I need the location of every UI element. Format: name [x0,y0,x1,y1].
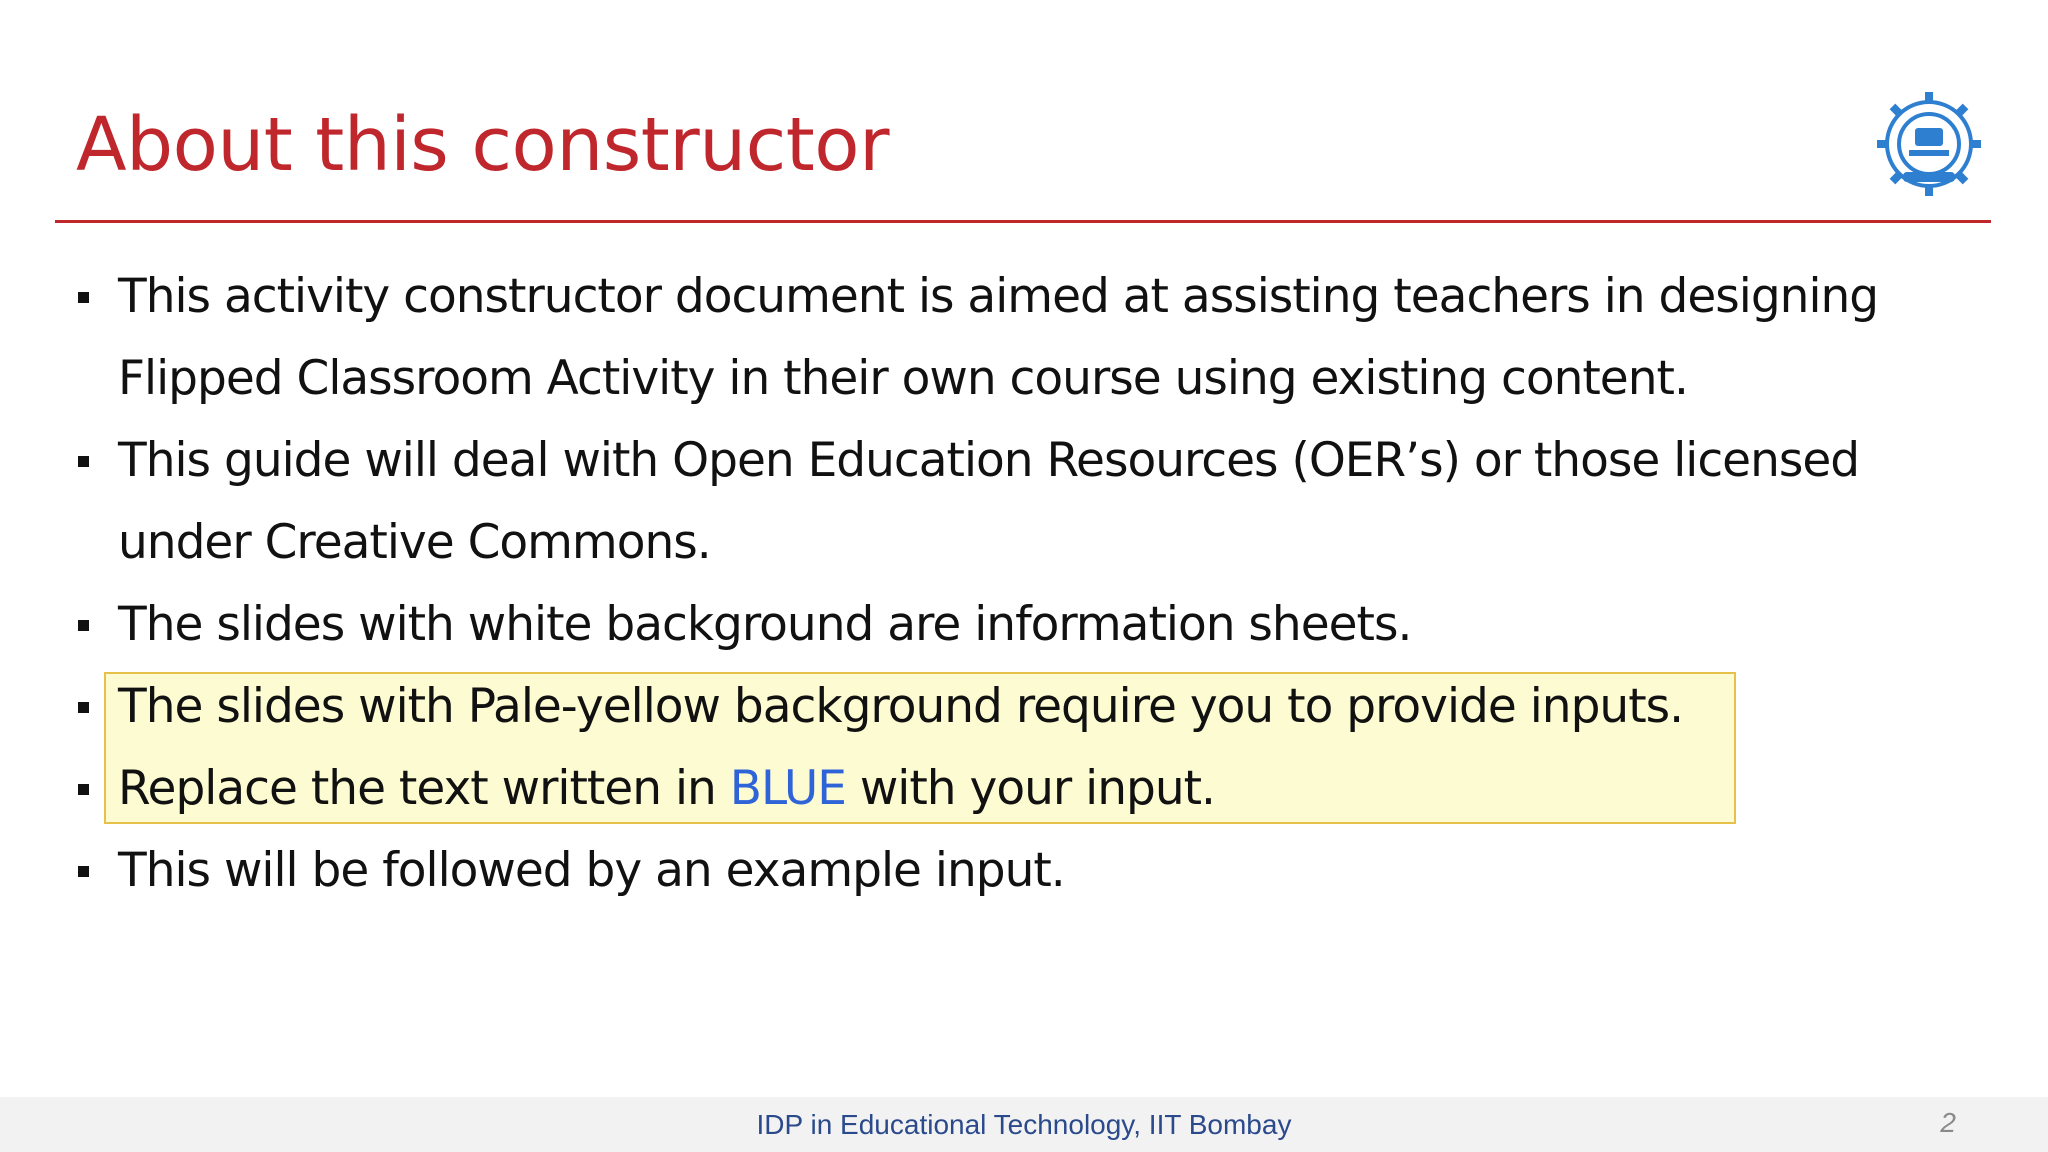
bullet-item [78,256,1978,420]
bullet-item [78,748,1978,830]
bullet-text: The slides with white background are information sheets. [118,597,1412,652]
bullet-item [78,830,1978,912]
square-bullet-icon [78,866,89,877]
square-bullet-icon [78,292,89,303]
square-bullet-icon [78,456,89,467]
bullet-text: This guide will deal with Open Education Resources (OER’s) or those licensed under Creative Commons. [118,433,1860,570]
iit-bombay-emblem-icon [1873,88,1985,200]
square-bullet-icon [78,620,89,631]
bullet-text-suffix: with your input. [845,761,1215,816]
square-bullet-icon [78,702,89,713]
bullet-text: This activity constructor document is aimed at assisting teachers in designing Flipped Classroom Activity in their own course using existing content. [118,269,1879,406]
bullet-text: The slides with Pale-yellow background require you to provide inputs. [118,679,1684,734]
bullet-item [78,584,1978,666]
bullet-item [78,420,1978,584]
title-divider [55,220,1991,223]
blue-keyword: BLUE [729,761,846,816]
bullet-text-prefix: Replace the text written in [118,761,730,816]
footer-text: IDP in Educational Technology, IIT Bombay [756,1109,1292,1140]
page-number: 2 [1940,1107,1956,1138]
slide-title: About this constructor [76,102,890,188]
bullet-text: This will be followed by an example input. [118,843,1065,898]
footer-bar [0,1097,2048,1152]
square-bullet-icon [78,784,89,795]
bullet-item [78,666,1978,748]
bullet-list [78,256,1978,912]
